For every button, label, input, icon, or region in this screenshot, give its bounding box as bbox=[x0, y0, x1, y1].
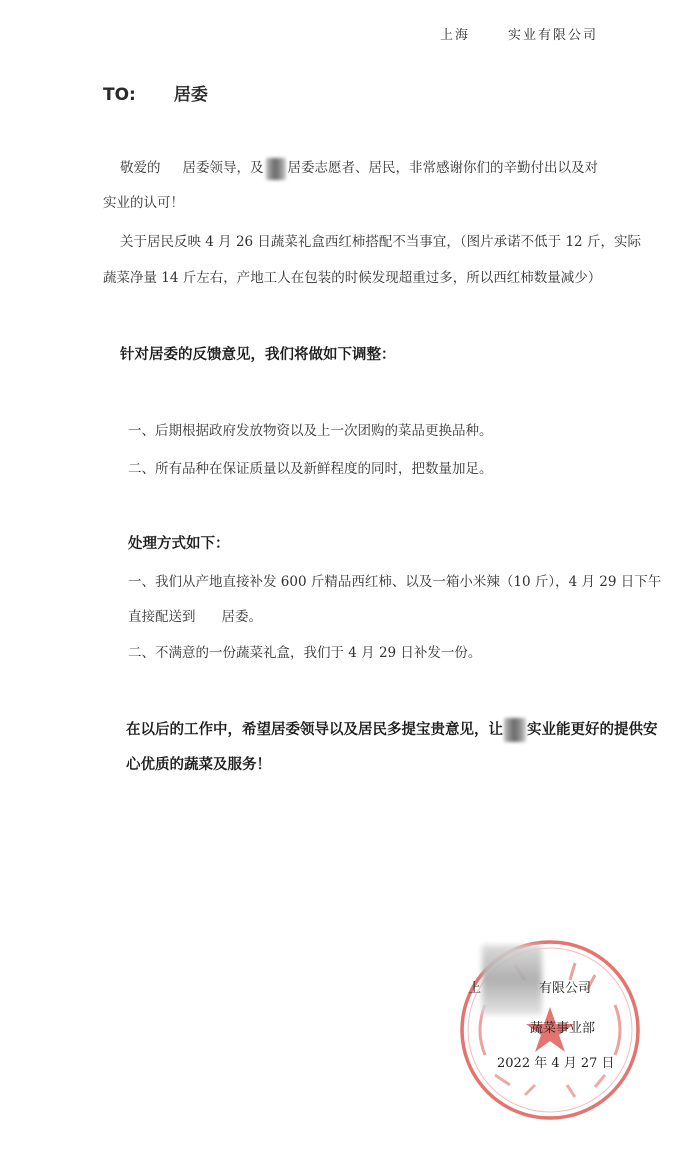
handling-heading: 处理方式如下： bbox=[128, 536, 230, 552]
letterhead-company bbox=[440, 24, 598, 43]
issue-line-2: 蔬菜净量 14 斤左右，产地工人在包装的时候发现超重过多，所以西红柿数量减少） bbox=[103, 270, 602, 286]
redaction-blur bbox=[504, 718, 526, 742]
handle-1c: 居委。 bbox=[221, 609, 262, 625]
closing-line-1 bbox=[126, 718, 658, 742]
to-label: TO: bbox=[103, 85, 136, 105]
redaction-blur bbox=[266, 158, 286, 180]
greeting-part-b: 居委领导，及 bbox=[182, 160, 264, 176]
adjust-item-1: 一、后期根据政府发放物资以及上一次团购的菜品更换品种。 bbox=[128, 423, 493, 439]
letterhead-company-right: 实业有限公司 bbox=[508, 28, 599, 43]
adjust-item-2: 二、所有品种在保证质量以及新鲜程度的同时，把数量加足。 bbox=[128, 461, 493, 477]
to-recipient: 居委 bbox=[173, 85, 208, 105]
handle-item-2: 二、不满意的一份蔬菜礼盒，我们于 4 月 29 日补发一份。 bbox=[128, 645, 482, 661]
greeting-line-1 bbox=[120, 156, 598, 180]
signature-company-right: 有限公司 bbox=[539, 981, 592, 996]
handle-item-1: 一、我们从产地直接补发 600 斤精品西红柿、以及一箱小米辣（10 斤），4 月 29 日下午 bbox=[128, 574, 662, 590]
handle-item-1-cont bbox=[128, 605, 262, 625]
greeting-part-c: 居委志愿者、居民，非常感谢你们的辛勤付出以及对 bbox=[287, 160, 598, 176]
signature-company bbox=[468, 977, 591, 996]
issue-line-1: 关于居民反映 4 月 26 日蔬菜礼盒西红柿搭配不当事宜，（图片承诺不低于 12 斤，实际 bbox=[120, 234, 641, 250]
closing-part-b: 实业能更好的提供安 bbox=[527, 722, 658, 738]
feedback-heading: 针对居委的反馈意见，我们将做如下调整： bbox=[120, 347, 396, 363]
closing-part-a: 在以后的工作中，希望居委领导以及居民多提宝贵意见，让 bbox=[126, 722, 503, 738]
signature-date: 2022 年 4 月 27 日 bbox=[497, 1056, 615, 1071]
handle-1b: 直接配送到 bbox=[128, 609, 196, 625]
greeting-line-2: 实业的认可！ bbox=[103, 195, 184, 211]
signature-company-left: 上 bbox=[468, 981, 482, 996]
greeting-part-a: 敬爱的 bbox=[120, 160, 161, 176]
letterhead-company-left: 上海 bbox=[440, 28, 471, 43]
to-line bbox=[103, 80, 208, 105]
signature-department: 蔬菜事业部 bbox=[530, 1021, 596, 1036]
closing-line-2: 心优质的蔬菜及服务！ bbox=[126, 757, 271, 773]
